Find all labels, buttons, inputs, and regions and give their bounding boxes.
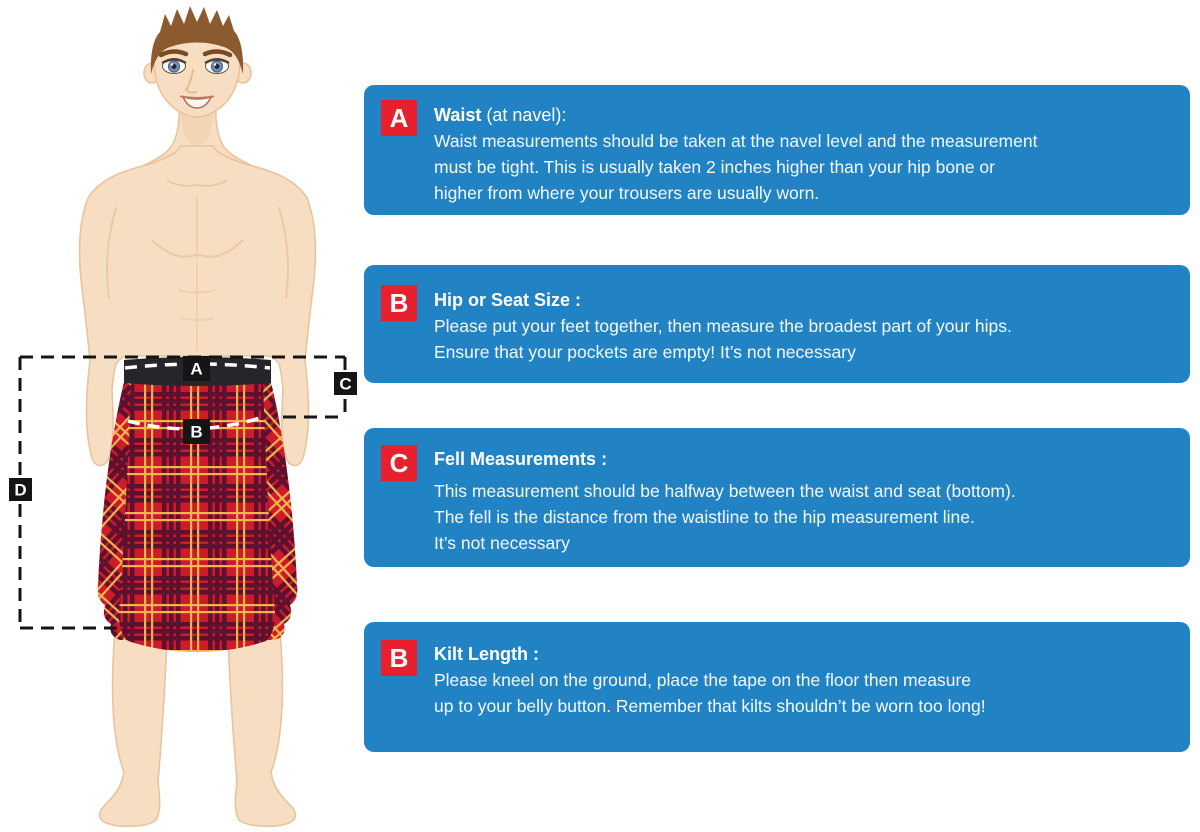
info-panel-waist xyxy=(364,85,1190,215)
measure-badge-kilt-length: B xyxy=(381,640,417,676)
head-graphic xyxy=(144,6,251,117)
svg-text:B: B xyxy=(190,422,203,442)
eye-right xyxy=(206,59,229,74)
marker-d xyxy=(8,477,33,502)
panel-title-waist xyxy=(434,102,1172,128)
panel-body-waist: Waist measurements should be taken at the navel level and the measurement must be tight. This is usually taken 2 inches higher than your hip bone or higher from where your trousers are usually worn. xyxy=(434,131,1038,203)
svg-text:C: C xyxy=(339,374,352,394)
man-illustration xyxy=(0,0,365,832)
eye-left xyxy=(163,59,186,74)
measure-badge-waist: A xyxy=(381,100,417,136)
panel-body-fell: This measurement should be halfway between the waist and seat (bottom). The fell is the distance from the waistline to the hip measurement line. It’s not necessary xyxy=(434,481,1016,553)
measure-badge-hip: B xyxy=(381,285,417,321)
panel-content xyxy=(364,622,1190,719)
info-panel-kilt-length xyxy=(364,622,1190,752)
panel-title-bold: Hip or Seat Size : xyxy=(434,290,582,310)
kilt-graphic xyxy=(98,357,298,652)
marker-c xyxy=(333,371,358,396)
panel-title-fell xyxy=(434,446,1172,472)
man-illustration-wrap xyxy=(0,0,365,832)
panel-title-hip xyxy=(434,287,1172,313)
panel-title-kilt-length xyxy=(434,641,1172,667)
info-panel-hip xyxy=(364,265,1190,383)
marker-b xyxy=(183,419,210,444)
panel-title-bold: Fell Measurements : xyxy=(434,449,608,469)
measure-badge-fell: C xyxy=(381,445,417,481)
svg-text:D: D xyxy=(14,480,27,500)
panel-content xyxy=(364,428,1190,556)
panel-content xyxy=(364,85,1190,206)
panel-title-suffix: (at navel): xyxy=(481,105,567,125)
info-panel-fell xyxy=(364,428,1190,567)
panel-body-kilt-length: Please kneel on the ground, place the tape on the floor then measure up to your belly button. Remember that kilts shouldn’t be worn too long! xyxy=(434,670,986,716)
panel-title-bold: Waist xyxy=(434,105,482,125)
marker-a xyxy=(183,356,210,381)
panel-title-bold: Kilt Length : xyxy=(434,644,539,664)
panel-body-hip: Please put your feet together, then measure the broadest part of your hips. Ensure that your pockets are empty! It’s not necessary xyxy=(434,316,1012,362)
panel-content xyxy=(364,265,1190,365)
svg-text:A: A xyxy=(190,359,203,379)
